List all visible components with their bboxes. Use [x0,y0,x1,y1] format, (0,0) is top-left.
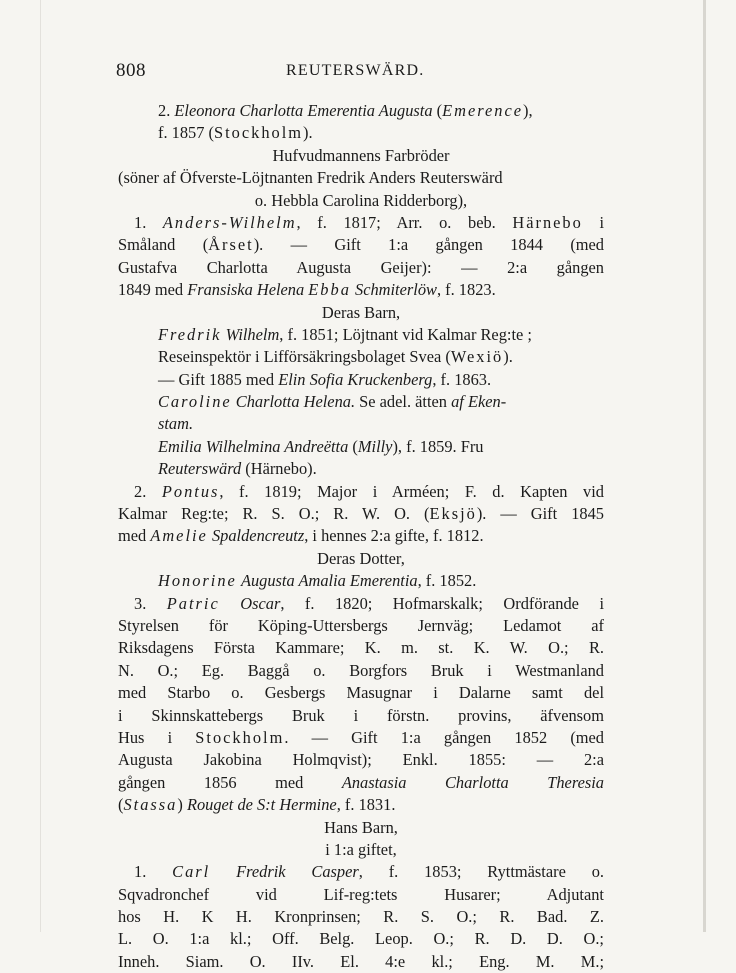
text-line: i Skinnskattebergs Bruk i förstn. provins, äfvensom [118,705,604,725]
page-edge [703,0,706,932]
text-line: i 1:a giftet, [325,839,397,859]
page-header [116,60,602,90]
text-line: 2. Pontus, f. 1819; Major i Arméen; F. d. Kapten vid [134,481,604,501]
running-head: REUTERSWÄRD. [286,62,425,79]
text-line: Hans Barn, [324,817,398,837]
text-line: Styrelsen för Köping-Uttersbergs Jernväg; Ledamot af [118,615,604,635]
text-line: f. 1857 (Stockholm). [158,123,313,143]
text-line: Reseinspektör i Lifförsäkringsbolaget Svea (Wexiö). [158,347,513,367]
text-line: Småland (Årset). — Gift 1:a gången 1844 (med [118,235,605,255]
text-line: Kalmar Reg:te; R. S. O.; R. W. O. (Eksjö). — Gift 1845 [118,504,604,524]
text-line: 1849 med Fransiska Helena Ebba Schmiterlöw, f. 1823. [118,280,496,300]
text-line: 2. Eleonora Charlotta Emerentia Augusta (Emerence), [158,101,533,120]
text-line: Deras Dotter, [317,548,405,568]
text-line: 1. Anders-Wilhelm, f. 1817; Arr. o. beb. Härnebo i [134,212,605,232]
text-line: Riksdagens Första Kammare; K. m. st. K. W. O.; R. [118,638,604,658]
body-text [118,100,604,973]
text-line: med Amelie Spaldencreutz, i hennes 2:a gifte, f. 1812. [118,526,484,546]
text-line: 3. Patric Oscar, f. 1820; Hofmarskalk; Ordförande i [134,593,605,613]
text-line: Reuterswärd (Härnebo). [158,459,317,479]
text-line: gången 1856 med Anastasia Charlotta Theresia [118,772,604,792]
text-line: hos H. K H. Kronprinsen; R. S. O.; R. Bad. Z. [118,907,604,927]
text-line: Sqvadronchef vid Lif-reg:tets Husarer; Adjutant [118,884,604,904]
text-line: o. Hebbla Carolina Ridderborg), [254,190,468,210]
page-number: 808 [116,60,146,81]
text-line: stam. [158,414,194,434]
text-line: Deras Barn, [321,302,401,322]
text-line: Hus i Stockholm. — Gift 1:a gången 1852 (med [118,727,604,747]
text-line: Gustafva Charlotta Augusta Geijer): — 2:a gången [118,257,604,277]
text-line: 1. Carl Fredrik Casper, f. 1853; Ryttmästare o. [134,862,604,882]
text-line: (söner af Öfverste-Löjtnanten Fredrik Anders Reuterswärd [118,168,503,188]
text-line: Emilia Wilhelmina Andreëtta (Milly), f. 1859. Fru [158,436,484,456]
text-line: — Gift 1885 med Elin Sofia Kruckenberg, f. 1863. [158,369,492,389]
text-line: Honorine Augusta Amalia Emerentia, f. 1852. [158,571,477,591]
text-line: Augusta Jakobina Holmqvist); Enkl. 1855: — 2:a [118,750,604,770]
text-line: med Starbo o. Gesbergs Masugnar i Dalarne samt del [118,683,604,703]
text-line: Inneh. Siam. O. IIv. El. 4:e kl.; Eng. M. M.; [118,951,604,971]
page-gutter-line [40,0,41,932]
text-line: N. O.; Eg. Baggå o. Borgfors Bruk i Westmanland [118,660,604,680]
text-line: Hufvudmannens Farbröder [272,145,450,165]
text-line: Caroline Charlotta Helena. Se adel. ätten af Eken- [158,392,507,412]
text-line: L. O. 1:a kl.; Off. Belg. Leop. O.; R. D. D. O.; [118,929,604,949]
text-line: Fredrik Wilhelm, f. 1851; Löjtnant vid Kalmar Reg:te ; [158,324,532,344]
text-line: (Stassa) Rouget de S:t Hermine, f. 1831. [118,795,396,815]
